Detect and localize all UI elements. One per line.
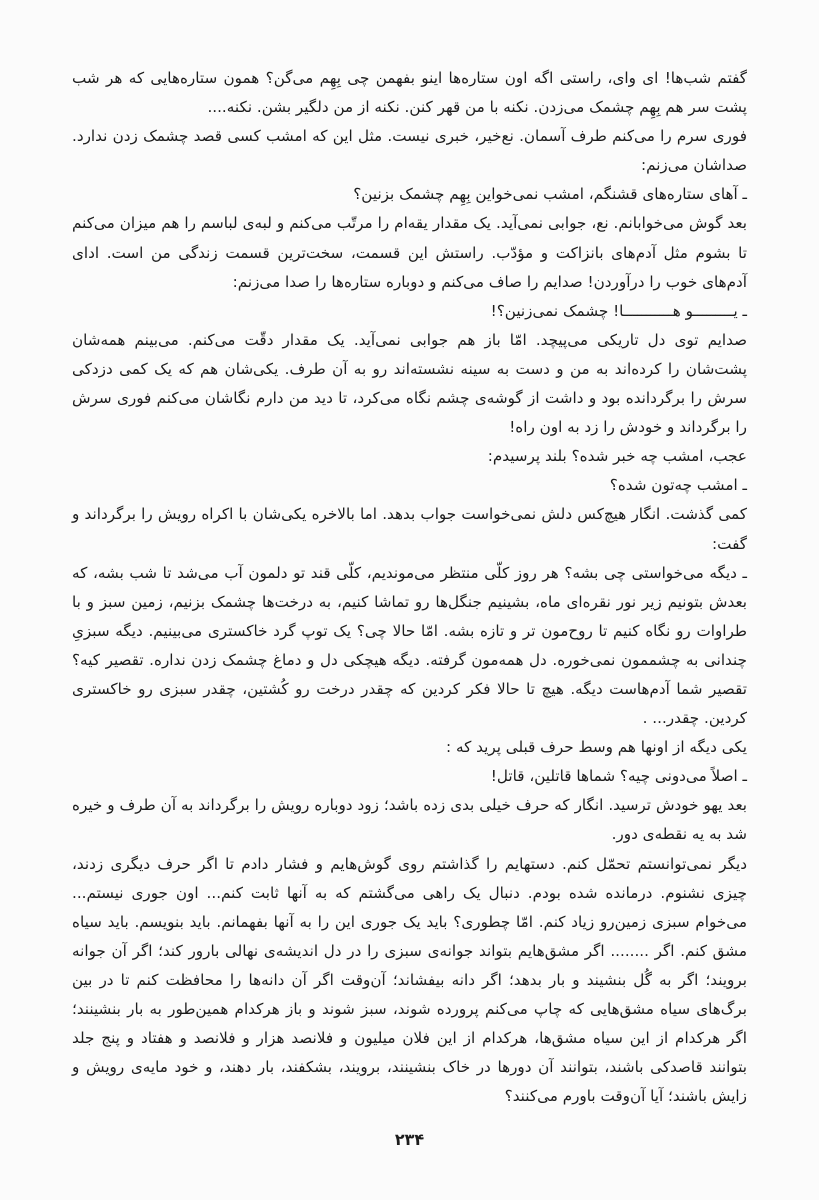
paragraph-4: بعد گوش می‌خوابانم. نع، جوابی نمی‌آید. یک مقدار یقه‌ام را مرتّب می‌کنم و لبه‌ی لباسم را هم میزان می‌کنم تا بشوم مثل آدم‌های بانزاکت و مؤدّب. راستش این قسمت، سخت‌ترین قسمت زندگی من است. ادای آدم‌های خوب را درآوردن! صدایم را صاف می‌کنم و دوباره ستاره‌ها را صدا می‌زنم: — [72, 214, 747, 291]
paragraph-2: فوری سرم را می‌کنم طرف آسمان. نع‌خیر، خبری نیست. مثل این که امشب کسی قصد چشمک زدن ندارد. صداشان می‌زنم: — [72, 127, 747, 175]
paragraph-10: ـ دیگه می‌خواستی چی بشه؟ هر روز کلّی منتظر می‌موندیم، کلّی قند تو دلمون آب می‌شد تا شب بشه، که بعدش بتونیم زیر نور نقره‌ای ماه، بشینیم جنگل‌ها رو تماشا کنیم، به درخت‌ها چشمک بزنیم، زمین سبز و با طراوات رو نگاه کنیم تا روح‌مون تر و تازه بشه. امّا حالا چی؟ یک توپ گرد خاکستری می‌بینیم. دیگه سبزیِ چندانی به چشممون نمی‌خوره. دل همه‌مون گرفته. دیگه هیچکی دل و دماغ چشمک زدن نداره. تقصیر کیه؟ تقصیر شما آدم‌هاست دیگه. هیچ تا حالا فکر کردین که چقدر درخت رو کُشتین، چقدر سبزی رو خاکستری کردین. چقدر... . — [72, 563, 747, 728]
page-number: ۲۳۴ — [394, 1130, 425, 1149]
paragraph-6: صدایم توی دل تاریکی می‌پیچد. امّا باز هم جوابی نمی‌آید. یک مقدار دقّت می‌کنم. می‌بینم همه‌شان پشت‌شان را کرده‌اند به من و دست به سینه نشسته‌اند رو به آن طرف. یکی‌شان هم که یک کمی دزدکی سرش را برگردانده بود و داشت از گوشه‌ی چشم نگاه می‌کرد، تا دید من دارم نگاشان می‌کنم فوری سرش را برگرداند و خودش را زد به اون راه! — [72, 330, 747, 437]
paragraph-9: کمی گذشت. انگار هیچ‌کس دلش نمی‌خواست جواب بدهد. اما بالاخره یکی‌شان با اکراه رویش را برگرداند و گفت: — [72, 505, 747, 553]
paragraph-5: ـ یـــــــــو هـــــــــــا! چشمک نمی‌زنین؟! — [490, 301, 747, 320]
paragraph-3: ـ آهای ستاره‌های قشنگم، امشب نمی‌خواین بِهِم چشمک بزنین؟ — [353, 185, 747, 204]
paragraph-14: دیگر نمی‌توانستم تحمّل کنم. دستهایم را گذاشتم روی گوش‌هایم و فشار دادم تا اگر حرف دیگری زدند، چیزی نشنوم. درمانده شده بودم. دنبال یک راهی می‌گشتم که به آنها ثابت کنم... اون جوری نیستم... می‌خوام سبزی زمین‌رو زیاد کنم. امّا چطوری؟ باید یک جوری این را به آنها بفهمانم. باید بنویسم. باید سیاه مشق کنم. اگر ........ اگر مشق‌هایم بتواند جوانه‌ی سبزی را در دل اندیشه‌ی نهالی بارور کند؛ اگر آن جوانه برویند؛ اگر به گُل بنشیند و بار بدهد؛ اگر دانه بیفشاند؛ آن‌وقت اگر آن دانه‌ها را محافظت کنم تا در بین برگ‌های سیاه مشق‌هایی که چاپ می‌کنم پرورده شوند، سبز شوند و باز هرکدام همین‌طور به بار بنشینند؛ اگر هرکدام از این سیاه مشق‌ها، هرکدام از این فلان میلیون و فلانصد هزار و فلانصد و هفتاد و پنج جلد بتوانند قاصدکی باشند، بتوانند آن دورها در خاک بنشینند، برویند، بشکفند، بار دهند، و خود مایه‌ی رویش و زایش باشند؛ آیا آن‌وقت باورم می‌کنند؟ — [72, 854, 747, 1106]
paragraph-7: عجب، امشب چه خبر شده؟ بلند پرسیدم: — [487, 447, 747, 466]
paragraph-1: گفتم شب‌ها! ای وای، راستی اگه اون ستاره‌ها اینو بفهمن چی بِهِم می‌گن؟ همون ستاره‌هایی که هر شب پشت سر هم بِهِم چشمک می‌زدن. نکنه با من قهر کنن. نکنه از من دلگیر بشن. نکنه.... — [72, 69, 747, 117]
paragraph-8: ـ امشب چه‌تون شده؟ — [609, 476, 747, 495]
paragraph-12: ـ اصلاً می‌دونی چیه؟ شماها قاتلین، قاتل! — [490, 767, 747, 786]
page-text — [72, 64, 747, 1111]
paragraph-11: یکی دیگه از اونها هم وسط حرف قبلی پرید که : — [446, 738, 747, 757]
paragraph-13: بعد یهو خودش ترسید. انگار که حرف خیلی بدی زده باشد؛ زود دوباره رویش را برگرداند به آن طرف و خیره شد به یه نقطه‌ی دور. — [72, 796, 747, 844]
